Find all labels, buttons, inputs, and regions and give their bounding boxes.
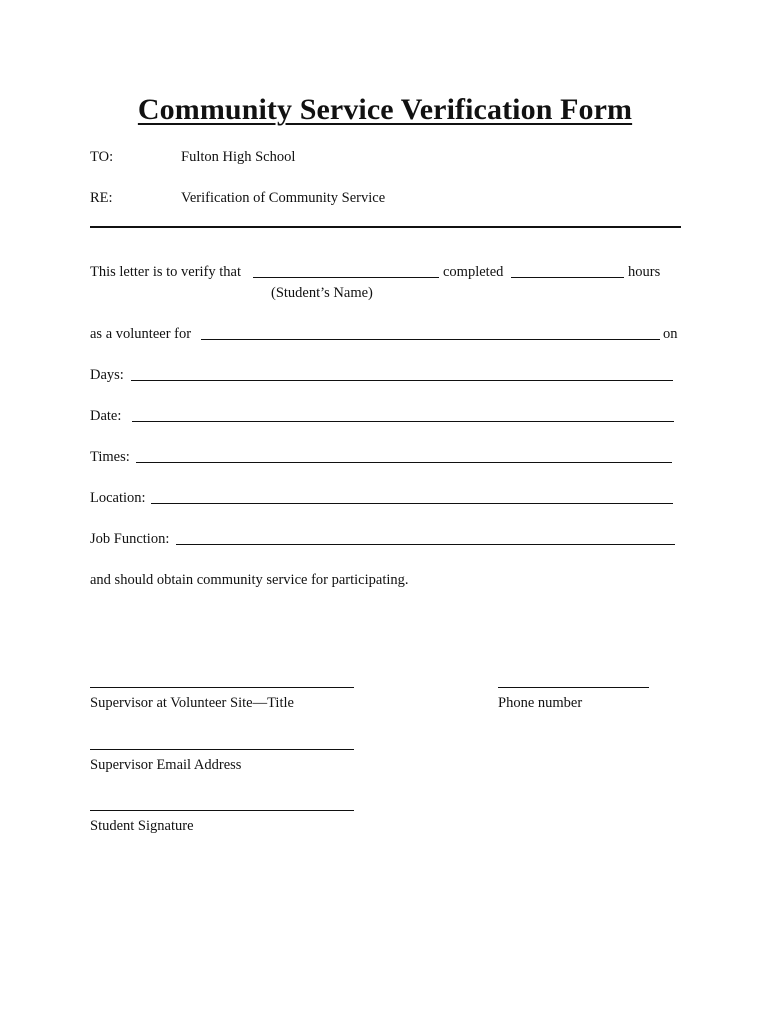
student-name-caption: (Student’s Name) [271, 285, 373, 301]
hours-blank[interactable] [511, 277, 624, 278]
location-blank[interactable] [151, 503, 673, 504]
supervisor-title-signature-line[interactable] [90, 687, 354, 688]
date-label: Date: [90, 408, 122, 424]
student-name-blank[interactable] [253, 277, 439, 278]
supervisor-email-line[interactable] [90, 749, 354, 750]
job-function-blank[interactable] [176, 544, 675, 545]
verify-prefix: This letter is to verify that [90, 264, 242, 280]
to-label: TO: [90, 149, 114, 165]
supervisor-email-caption: Supervisor Email Address [90, 757, 242, 773]
re-value: Verification of Community Service [181, 190, 386, 206]
phone-caption: Phone number [498, 695, 583, 711]
days-blank[interactable] [131, 380, 673, 381]
student-signature-caption: Student Signature [90, 818, 194, 834]
form-title: Community Service Verification Form [137, 93, 633, 126]
times-blank[interactable] [136, 462, 672, 463]
days-label: Days: [90, 367, 124, 383]
volunteer-organization-blank[interactable] [201, 339, 660, 340]
location-label: Location: [90, 490, 146, 506]
completed-label: completed [443, 264, 504, 280]
student-signature-line[interactable] [90, 810, 354, 811]
supervisor-title-caption: Supervisor at Volunteer Site—Title [90, 695, 294, 711]
to-value: Fulton High School [181, 149, 296, 165]
re-label: RE: [90, 190, 113, 206]
job-function-label: Job Function: [90, 531, 170, 547]
hours-label: hours [628, 264, 661, 280]
date-blank[interactable] [132, 421, 674, 422]
volunteer-suffix: on [663, 326, 678, 342]
times-label: Times: [90, 449, 130, 465]
volunteer-prefix: as a volunteer for [90, 326, 192, 342]
header-divider [90, 226, 681, 228]
closing-text: and should obtain community service for participating. [90, 572, 409, 588]
phone-number-line[interactable] [498, 687, 649, 688]
